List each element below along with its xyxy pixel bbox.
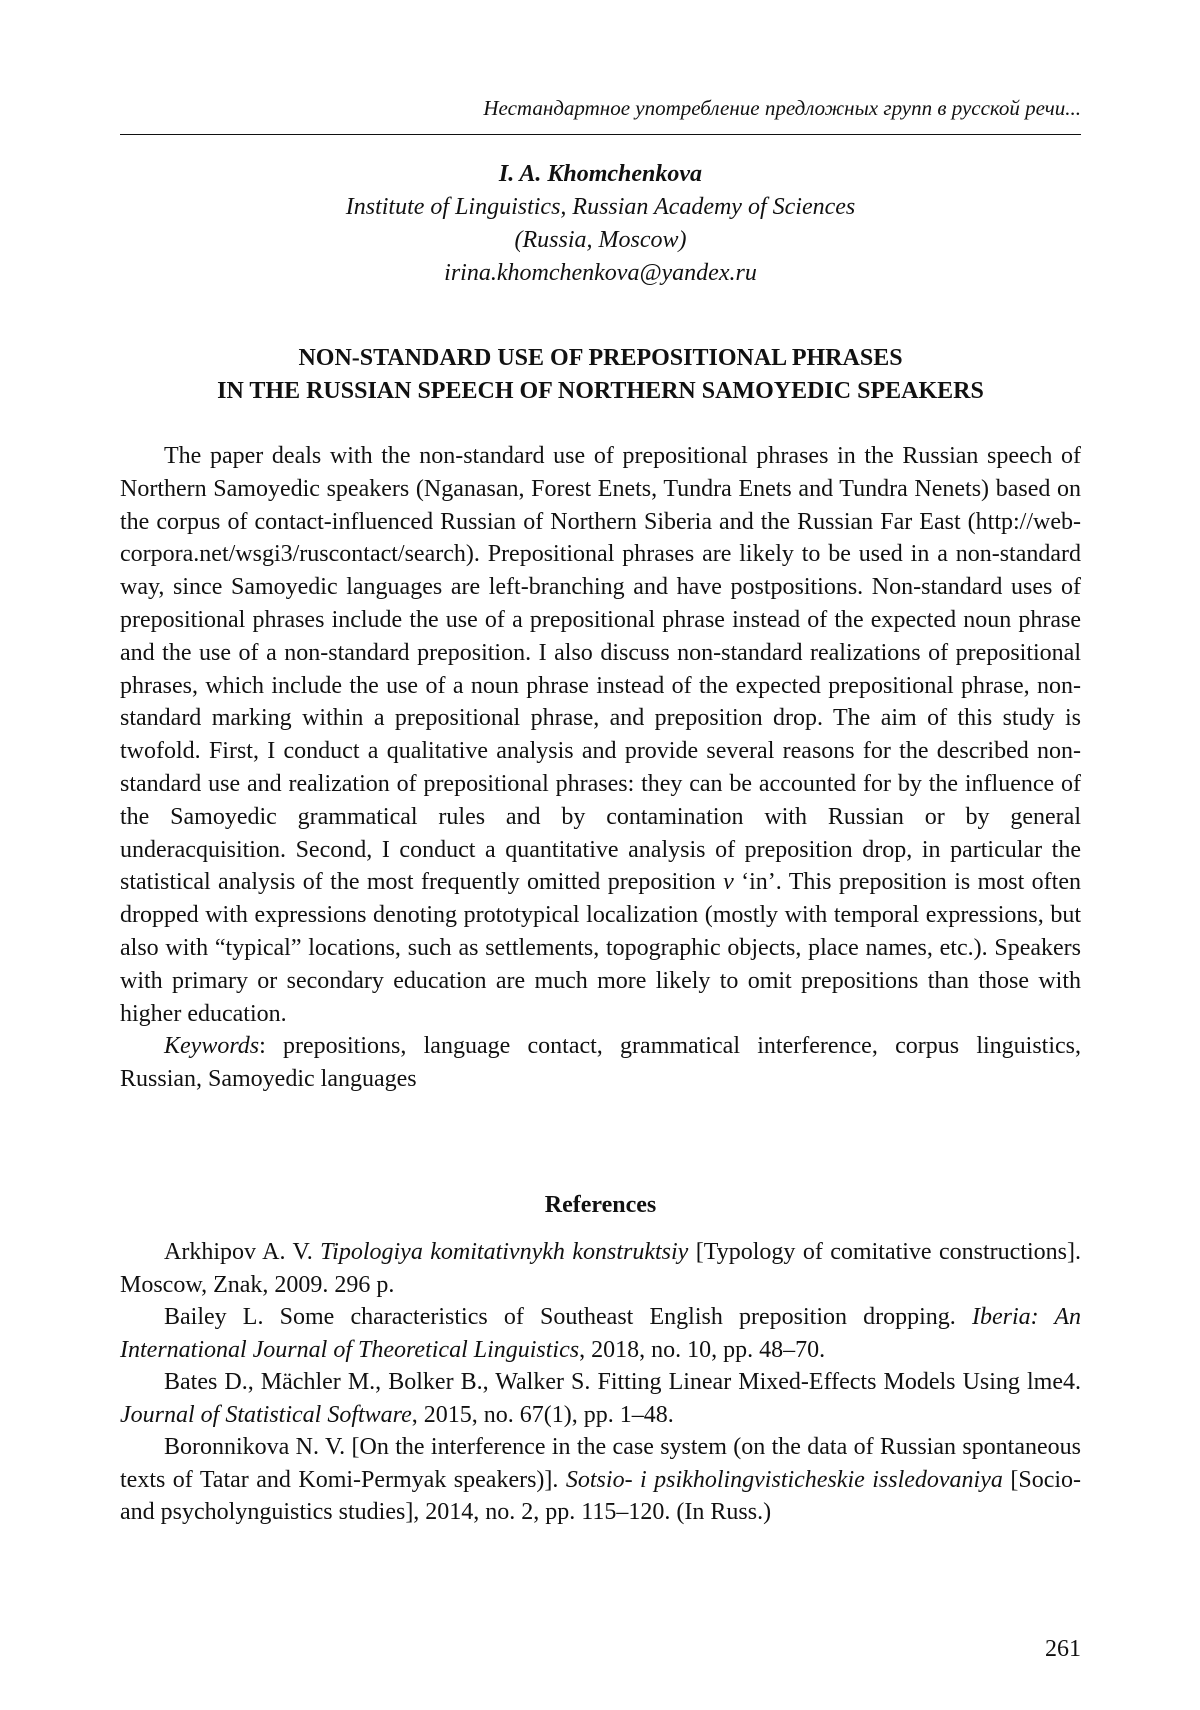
reference-italic: Sotsio- i psikholingvisticheskie issledovaniya	[565, 1466, 1003, 1493]
references-list	[120, 1236, 1081, 1529]
reference-part: , 2018, no. 10, pp. 48–70.	[579, 1336, 826, 1363]
keywords-label: Keywords	[164, 1033, 260, 1060]
author-block	[120, 158, 1081, 290]
abstract-text-2: ‘in’. This preposition is most often dropped with expressions denoting prototypical localization (mostly with temporal expressions, but also with “typical” locations, such as settlements, topographic objects, place names, etc.). Speakers with primary or secondary education are much more likely to omit prepositions than those with higher education.	[120, 869, 1081, 1027]
reference-part: Bailey L. Some characteristics of Southeast English preposition dropping.	[164, 1304, 972, 1330]
title-line-1: NON-STANDARD USE OF PREPOSITIONAL PHRASES	[298, 345, 903, 371]
abstract-term: v	[723, 869, 734, 896]
author-email: irina.khomchenkova@yandex.ru	[444, 260, 757, 286]
reference-part: , 2015, no. 67(1), pp. 1–48.	[411, 1401, 674, 1428]
reference-part: Arkhipov A. V.	[164, 1239, 321, 1265]
reference-part: [Typology of comitative constructions]. Moscow, Znak, 2009. 296 p.	[120, 1239, 1081, 1298]
references-heading: References	[544, 1192, 657, 1218]
reference-part: [Socio- and psycholynguistics studies], 2014, no. 2, pp. 115–120. (In Russ.)	[120, 1466, 1082, 1525]
abstract	[120, 440, 1081, 1096]
keywords-text: : prepositions, language contact, grammatical interference, corpus linguistics, Russian, Samoyedic languages	[120, 1033, 1081, 1093]
title-line-2: IN THE RUSSIAN SPEECH OF NORTHERN SAMOYEDIC SPEAKERS	[217, 378, 984, 404]
reference-part: Bates D., Mächler M., Bolker B., Walker S. Fitting Linear Mixed-Effects Models Using lme4.	[164, 1369, 1081, 1395]
header-rule	[120, 134, 1081, 135]
reference-item	[120, 1301, 1081, 1366]
keywords-paragraph	[120, 1030, 1081, 1096]
reference-part: Boronnikova N. V. [On the interference in the case system (on the data of Russian spontaneous texts of Tatar and Komi-Permyak speakers)].	[120, 1434, 1081, 1493]
reference-italic: Iberia: An International Journal of Theoretical Linguistics	[120, 1304, 1081, 1363]
page-number: 261	[1045, 1636, 1081, 1662]
abstract-text-1: The paper deals with the non-standard use of prepositional phrases in the Russian speech of Northern Samoyedic speakers (Nganasan, Forest Enets, Tundra Enets and Tundra Nenets) based on the corpus of contact-influenced Russian of Northern Siberia and the Russian Far East (http://web-corpora.net/wsgi3/ruscontact/search). Prepositional phrases are likely to be used in a non-standard way, since Samoyedic languages are left-branching and have postpositions. Non-standard uses of prepositional phrases include the use of a prepositional phrase instead of the expected noun phrase and the use of a non-standard preposition. I also discuss non-standard realizations of prepositional phrases, which include the use of a noun phrase instead of the expected prepositional phrase, non-standard marking within a prepositional phrase, and preposition drop. The aim of this study is twofold. First, I conduct a qualitative analysis and provide several reasons for the described non-standard use and realization of prepositional phrases: they can be accounted for by the influence of the Samoyedic grammatical rules and by contamination with Russian or by general underacquisition. Second, I conduct a quantitative analysis of preposition drop, in particular the statistical analysis of the most frequently omitted preposition	[120, 443, 1081, 896]
reference-item	[120, 1366, 1081, 1431]
abstract-paragraph	[120, 440, 1081, 1030]
author-location: (Russia, Moscow)	[514, 227, 687, 253]
reference-item	[120, 1431, 1081, 1529]
author-name: I. A. Khomchenkova	[498, 161, 703, 187]
running-head: Нестандартное употребление предложных групп в русской речи...	[483, 96, 1081, 120]
paper-title	[120, 342, 1081, 408]
reference-italic: Tipologiya komitativnykh konstruktsiy	[320, 1239, 689, 1265]
reference-item	[120, 1236, 1081, 1301]
author-affiliation: Institute of Linguistics, Russian Academy of Sciences	[345, 194, 856, 220]
reference-italic: Journal of Statistical Software	[120, 1401, 412, 1428]
